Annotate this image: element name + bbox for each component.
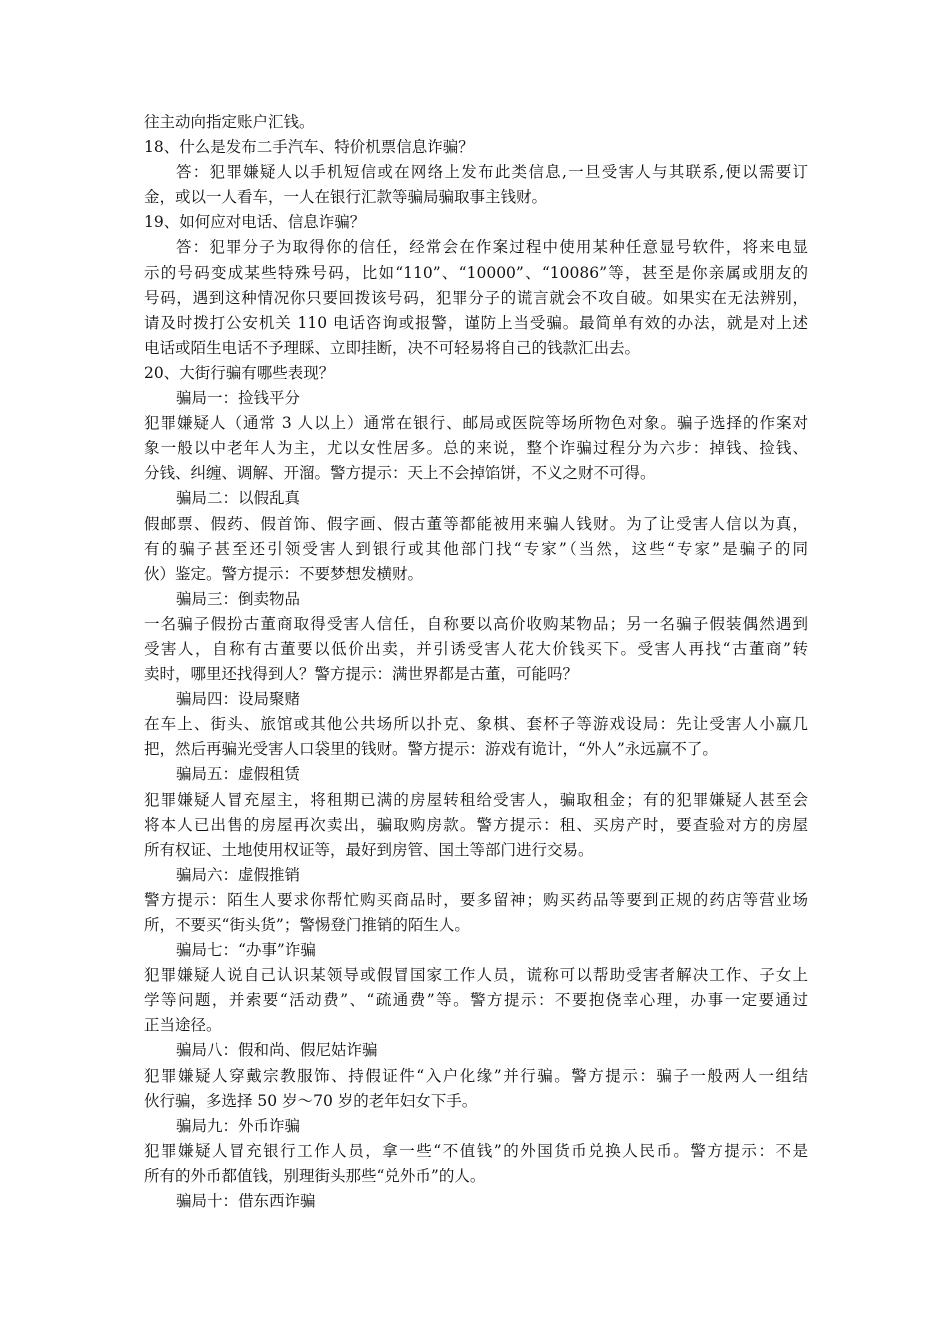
- text-line: 答：犯罪分子为取得你的信任，经常会在作案过程中使用某种任意显号软件，将来电显: [176, 238, 808, 257]
- text-line: 伙）鉴定。警方提示：不要梦想发横财。: [144, 564, 424, 583]
- text-line: 骗局一：捡钱平分: [176, 389, 301, 408]
- text-line: 学等问题，并索要“活动费”、“疏通费”等。警方提示：不要抱侥幸心理，办事一定要通过: [144, 991, 808, 1010]
- text-line: 一名骗子假扮古董商取得受害人信任，自称要以高价收购某物品；另一名骗子假装偶然遇到: [144, 614, 808, 633]
- text-line: 骗局十：借东西诈骗: [176, 1192, 316, 1211]
- text-line: 在车上、街头、旅馆或其他公共场所以扑克、象棋、套杯子等游戏设局：先让受害人小赢几: [144, 715, 808, 734]
- text-line: 电话或陌生电话不予理睬、立即挂断，决不可轻易将自己的钱款汇出去。: [144, 338, 641, 357]
- text-line: 金，或以一人看车，一人在银行汇款等骗局骗取事主钱财。: [144, 188, 548, 207]
- text-line: 犯罪嫌疑人冒充屋主，将租期已满的房屋转租给受害人，骗取租金；有的犯罪嫌疑人甚至会: [144, 790, 808, 809]
- text-line: 犯罪嫌疑人冒充银行工作人员，拿一些“不值钱”的外国货币兑换人民币。警方提示：不是: [144, 1141, 808, 1160]
- text-line: 骗局八：假和尚、假尼姑诈骗: [176, 1041, 378, 1060]
- text-line: 受害人，自称有古董要以低价出卖，并引诱受害人花大价钱买下。受害人再找“古董商”转: [144, 639, 808, 658]
- text-line: 骗局七：“办事”诈骗: [176, 941, 316, 960]
- text-line: 骗局六：虚假推销: [176, 865, 301, 884]
- text-line: 正当途径。: [144, 1016, 222, 1035]
- text-line: 答：犯罪嫌疑人以手机短信或在网络上发布此类信息,一旦受害人与其联系,便以需要订: [176, 163, 808, 182]
- text-line: 分钱、纠缠、调解、开溜。警方提示：天上不会掉馅饼，不义之财不可得。: [144, 464, 656, 483]
- text-line: 把，然后再骗光受害人口袋里的钱财。警方提示：游戏有诡计，“外人”永远赢不了。: [144, 740, 718, 759]
- text-line: 骗局五：虚假租赁: [176, 765, 301, 784]
- text-line: 19、如何应对电话、信息诈骗？: [144, 213, 366, 232]
- text-line: 骗局九：外币诈骗: [176, 1116, 301, 1135]
- text-line: 骗局三：倒卖物品: [176, 589, 301, 608]
- text-line: 骗局二：以假乱真: [176, 489, 301, 508]
- text-line: 警方提示：陌生人要求你帮忙购买商品时，要多留神；购买药品等要到正规的药店等营业场: [144, 890, 808, 909]
- text-line: 犯罪嫌疑人穿戴宗教服饰、持假证件“入户化缘”并行骗。警方提示：骗子一般两人一组结: [144, 1066, 808, 1085]
- text-line: 卖时，哪里还找得到人？警方提示：满世界都是古董，可能吗？: [144, 665, 579, 684]
- text-line: 号码，遇到这种情况你只要回拨该号码，犯罪分子的谎言就会不攻自破。如果实在无法辨别，: [144, 288, 808, 307]
- text-line: 18、什么是发布二手汽车、特价机票信息诈骗？: [144, 138, 474, 157]
- text-line: 往主动向指定账户汇钱。: [144, 113, 315, 131]
- document-page: [144, 110, 808, 1214]
- text-line: 假邮票、假药、假首饰、假字画、假古董等都能被用来骗人钱财。为了让受害人信以为真，: [144, 514, 808, 533]
- text-line: 骗局四：设局聚赌: [176, 690, 301, 709]
- text-line: 象一般以中老年人为主，尤以女性居多。总的来说，整个诈骗过程分为六步：掉钱、捡钱、: [144, 439, 808, 458]
- text-line: 有的骗子甚至还引领受害人到银行或其他部门找“专家”（当然，这些“专家”是骗子的同: [144, 539, 808, 558]
- text-line: 伙行骗，多选择 50 岁～70 岁的老年妇女下手。: [144, 1091, 478, 1110]
- text-line: 犯罪嫌疑人（通常 3 人以上）通常在银行、邮局或医院等场所物色对象。骗子选择的作案对: [144, 414, 808, 433]
- text-line: 犯罪嫌疑人说自己认识某领导或假冒国家工作人员，谎称可以帮助受害者解决工作、子女上: [144, 966, 808, 985]
- text-line: 所，不要买“街头货”；警惕登门推销的陌生人。: [144, 916, 470, 934]
- text-line: 所有的外币都值钱，别理街头那些“兑外币”的人。: [144, 1166, 486, 1185]
- text-line: 请及时拨打公安机关 110 电话咨询或报警，谨防上当受骗。最简单有效的办法，就是对上述: [144, 313, 808, 332]
- text-line: 将本人已出售的房屋再次卖出，骗取购房款。警方提示：租、买房产时，要查验对方的房屋: [144, 815, 808, 834]
- text-line: 所有权证、土地使用权证等，最好到房管、国土等部门进行交易。: [144, 840, 594, 859]
- text-line: 20、大街行骗有哪些表现？: [144, 363, 335, 382]
- text-line: 示的号码变成某些特殊号码，比如“110”、“10000”、“10086”等，甚至是你亲属或朋友的: [144, 263, 808, 282]
